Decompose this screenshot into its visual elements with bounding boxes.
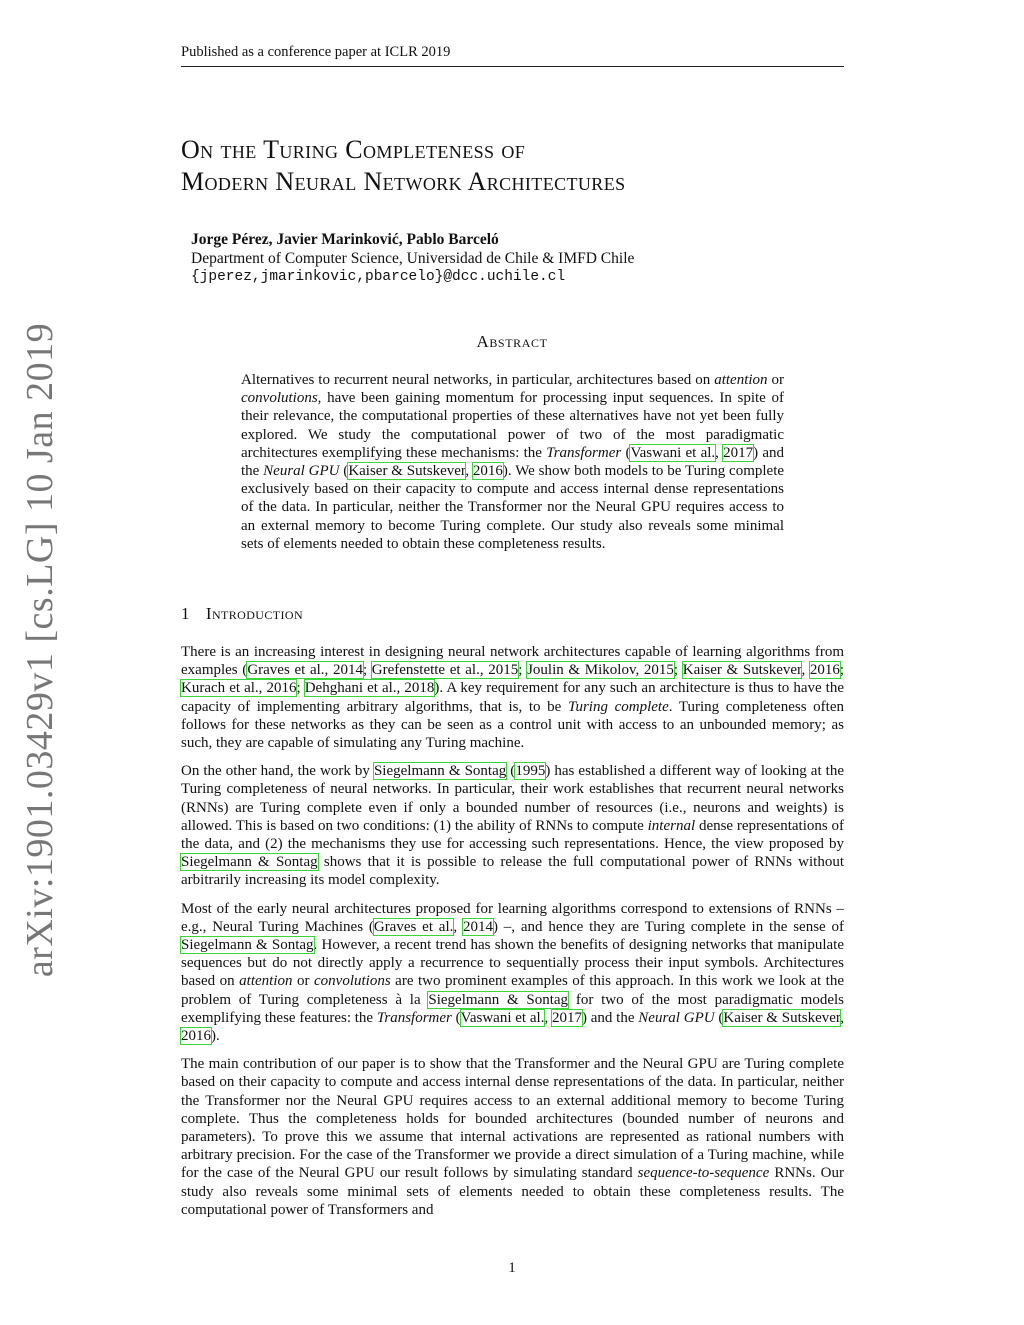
text-run: ) and the (581, 1009, 639, 1026)
author-email: {jperez,jmarinkovic,pbarcelo}@dcc.uchile.cl (191, 269, 566, 285)
citation-link[interactable]: Grefenstette et al., 2015 (371, 662, 519, 679)
citation-link[interactable]: Joulin & Mikolov, 2015 (527, 662, 674, 679)
abstract-text-run: Alternatives to recurrent neural networks, in particular, architectures based on (241, 372, 715, 388)
text-run: ; (362, 662, 372, 679)
citation-link[interactable]: Graves et al. (373, 918, 454, 935)
text-run: for two of the most paradigmatic models exemplifying these features: the (181, 991, 845, 1026)
author-names: Jorge Pérez, Javier Marinković, Pablo Barceló (191, 231, 499, 248)
abstract-text-run: or (767, 372, 785, 388)
citation-link[interactable]: Dehghani et al., 2018 (304, 680, 435, 697)
author-block (191, 230, 831, 287)
abstract-emphasis: Transformer (546, 444, 622, 461)
emphasis: Transformer (376, 1009, 452, 1026)
text-run: , (840, 1009, 845, 1026)
emphasis: Neural GPU (638, 1009, 715, 1026)
text-run: ( (714, 1009, 724, 1026)
citation-link[interactable]: 2017 (723, 444, 754, 461)
section-heading-introduction (181, 604, 303, 624)
text-run: ). A key requirement for any such an architecture is thus to have the capacity of implementing arbitrary algorithms, that is, to be (181, 680, 845, 715)
text-run: or (292, 973, 315, 990)
paper-title (181, 134, 881, 198)
citation-link[interactable]: 2016 (809, 662, 840, 679)
text-run: On the other hand, the work by (181, 763, 374, 780)
abstract-text (241, 371, 784, 553)
emphasis: sequence-to-sequence (637, 1165, 770, 1182)
text-run: ( (451, 1009, 461, 1026)
title-line-2: Modern Neural Network Architectures (181, 167, 626, 196)
text-run: ( (506, 763, 516, 780)
text-run: There is an increasing interest in designing neural network architectures capable of learning algorithms from examples ( (181, 644, 844, 679)
citation-link[interactable]: Kurach et al., 2016 (181, 680, 297, 697)
page-number: 1 (508, 1260, 516, 1276)
text-run: . Turing completeness often follows for these networks as they can be seen as a control unit with access to an unbounded memory; as such, they are capable of simulating any Turing machine. (181, 698, 844, 752)
paragraph-1 (181, 643, 844, 752)
text-run: ; (518, 662, 528, 679)
citation-link[interactable]: Vaswani et al. (630, 444, 716, 461)
citation-link[interactable]: Vaswani et al. (460, 1009, 545, 1026)
abstract-text-run: , have been gaining momentum for processing input sequences. In spite of their relevance, the computational properties of these alternatives have not yet been fully explored. We study the computational power of two of the most paradigmatic architectures exemplifying these mechanisms: the (241, 390, 784, 461)
abstract-emphasis: convolutions (241, 390, 318, 407)
abstract-text-run: , (715, 444, 724, 461)
paragraph-3 (181, 900, 844, 1046)
text-run: The main contribution of our paper is to show that the Transformer and the Neural GPU are Turing complete based on their capacity to compute and access internal dense representations of the data. In particular, neither the Transformer nor the Neural GPU requires access to an external additional memory to become Turing complete. Thus the completeness holds for bounded architectures (bounded number of neurons and parameters). To prove this we assume that internal activations are represented as rational numbers with arbitrary precision. For the case of the Transformer we provide a direct simulation of a Turing machine, while for the case of the Neural GPU our result follows by simulating standard (181, 1056, 844, 1182)
abstract-emphasis: Neural GPU (263, 463, 340, 480)
text-run: are two prominent examples of this approach. In this work we look at the problem of Turing completeness à la (181, 973, 845, 1008)
text-run: ) –, and hence they are Turing complete in the sense of (492, 918, 845, 935)
text-run: ; (296, 680, 305, 697)
section-title: Introduction (205, 604, 304, 623)
citation-link[interactable]: Siegelmann & Sontag (181, 937, 314, 954)
citation-link[interactable]: 2016 (181, 1028, 211, 1045)
text-run: ; (673, 662, 683, 679)
abstract-text-run: ) and the (241, 444, 785, 480)
citation-link[interactable]: 2016 (472, 463, 503, 480)
citation-link[interactable]: 2017 (551, 1009, 582, 1026)
citation-link[interactable]: Siegelmann & Sontag (373, 763, 507, 780)
citation-link[interactable]: Kaiser & Sutskever (348, 463, 466, 480)
text-run: , (801, 662, 810, 679)
citation-link[interactable]: Graves et al., 2014 (247, 662, 363, 679)
text-run: , (544, 1009, 552, 1026)
text-run: Most of the early neural architectures proposed for learning algorithms correspond to extensions of RNNs – e.g., Neural Turing Machines ( (181, 900, 844, 935)
emphasis: Turing complete (567, 698, 669, 715)
abstract-text-run: ). We show both models to be Turing complete exclusively based on their capacity to compute and access internal dense representations of the data. In particular, neither the Transformer nor the Neural GPU requires access to an external memory to become Turing complete. Our study also reveals some minimal sets of elements needed to obtain these completeness results. (241, 463, 785, 552)
emphasis: attention (239, 973, 293, 990)
text-run: RNNs. Our study also reveals some minimal sets of elements needed to obtain these completeness results. The computational power of Transformers and (181, 1165, 844, 1218)
abstract-text-run: , (465, 463, 473, 480)
citation-link[interactable]: Kaiser & Sutskever (682, 662, 802, 679)
citation-link[interactable]: Kaiser & Sutskever (723, 1009, 841, 1026)
text-run: ) has established a different way of looking at the Turing completeness of neural networks. In particular, their work establishes that recurrent neural networks (RNNs) are Turing complete even if only a bounded number of resources (i.e., neurons and weights) is allowed. This is based on two conditions: (1) the ability of RNNs to compute (181, 763, 844, 834)
text-run: shows that it is possible to release the full computational power of RNNs without arbitrarily increasing its model complexity. (181, 854, 844, 889)
running-header: Published as a conference paper at ICLR 2019 (181, 44, 844, 67)
text-run: dense representations of the data, and (2) the mechanisms they use for accessing such representations. Hence, the view proposed by (181, 817, 844, 853)
citation-link[interactable]: 2014 (462, 918, 493, 935)
title-line-1: On the Turing Completeness of (181, 135, 526, 164)
abstract-text-run: ( (621, 444, 631, 461)
citation-link[interactable]: Siegelmann & Sontag (181, 854, 318, 871)
abstract-text-run: ( (339, 463, 349, 480)
emphasis: convolutions (314, 973, 391, 990)
paragraph-4 (181, 1055, 844, 1219)
text-run: . However, a recent trend has shown the benefits of designing networks that manipulate sequences but do not directly apply a recurrence to sequentially process their input symbols. Architectures based on (181, 937, 844, 990)
text-run: ; (839, 662, 845, 679)
text-run: ). (211, 1028, 220, 1045)
citation-link[interactable]: 1995 (515, 763, 546, 780)
citation-link[interactable]: Siegelmann & Sontag (428, 991, 569, 1008)
text-run: , (453, 918, 463, 935)
arxiv-sidebar-stamp: arXiv:1901.03429v1 [cs.LG] 10 Jan 2019 (19, 322, 61, 978)
section-number: 1 (181, 604, 190, 623)
paragraph-2 (181, 762, 844, 889)
author-affiliation: Department of Computer Science, Universidad de Chile & IMFD Chile (191, 250, 635, 267)
body-text (181, 643, 844, 1229)
abstract-heading: Abstract (476, 332, 548, 351)
abstract-emphasis: attention (714, 372, 768, 388)
emphasis: internal (647, 817, 696, 834)
